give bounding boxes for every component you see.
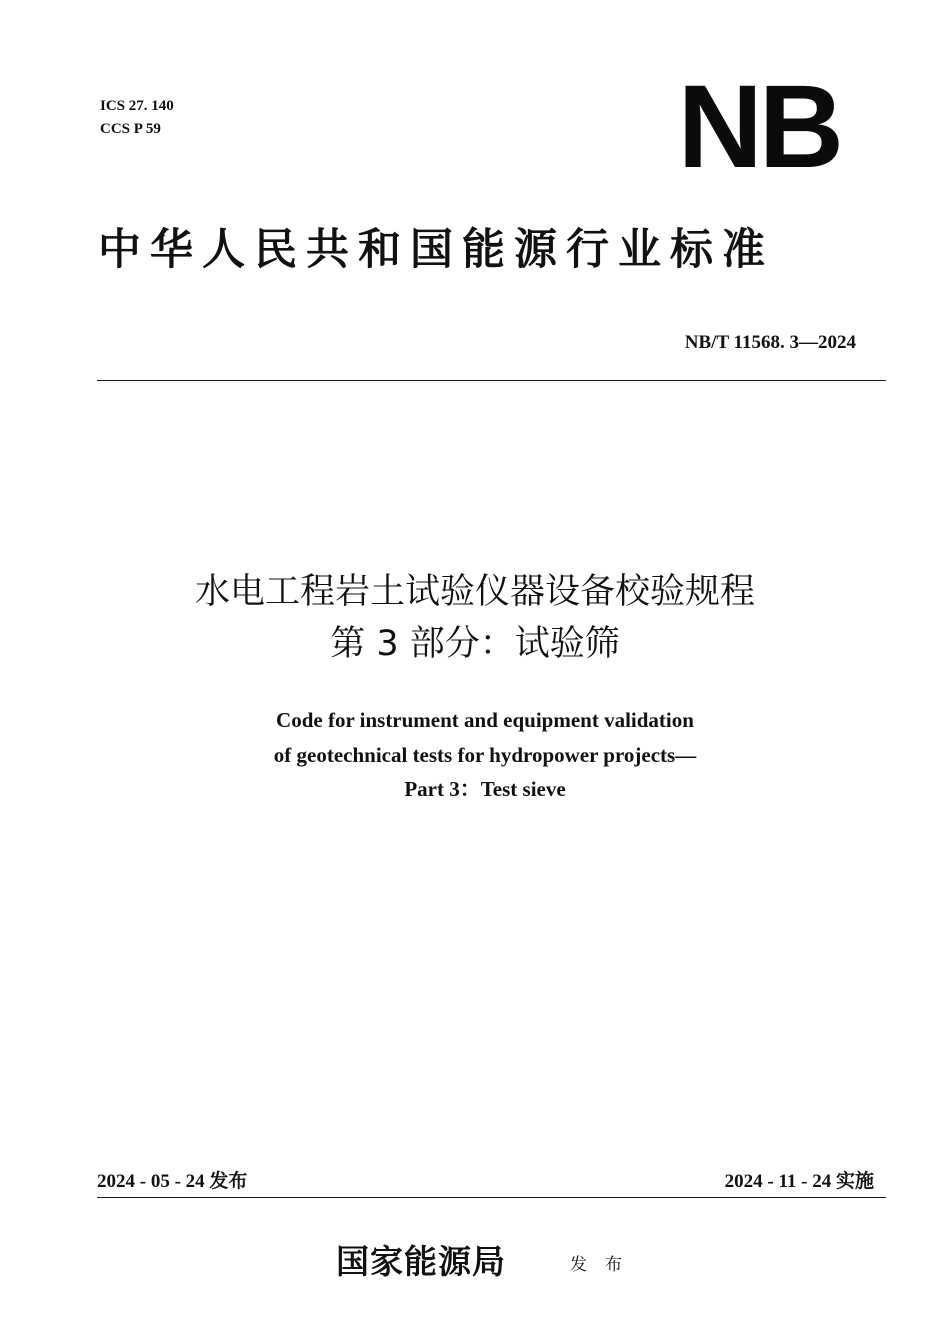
english-title <box>0 703 950 807</box>
bottom-divider <box>97 1197 886 1198</box>
standard-category-title: 中华人民共和国能源行业标准 <box>98 225 774 275</box>
top-divider <box>97 380 886 381</box>
issue-date: 2024 - 05 - 24 发布 <box>97 1171 248 1192</box>
english-title-line-3: Part 3：Test sieve <box>404 777 566 801</box>
implementation-date: 2024 - 11 - 24 实施 <box>724 1171 874 1192</box>
nb-logo: NB <box>677 61 840 193</box>
english-title-line-1: Code for instrument and equipment validation <box>276 708 694 732</box>
classification-codes <box>100 95 174 141</box>
english-title-line-2: of geotechnical tests for hydropower projects— <box>273 742 697 767</box>
chinese-title <box>0 566 950 670</box>
issue-action: 发布 <box>570 1255 640 1275</box>
ics-code: ICS 27. 140 <box>100 98 174 114</box>
chinese-title-line-1: 水电工程岩土试验仪器设备校验规程 <box>194 572 755 612</box>
issuing-authority: 国家能源局 <box>336 1242 506 1281</box>
standard-number: NB/T 11568. 3—2024 <box>684 332 856 353</box>
ccs-code: CCS P 59 <box>100 121 161 137</box>
chinese-title-line-2: 第 3 部分：试验筛 <box>330 624 620 664</box>
